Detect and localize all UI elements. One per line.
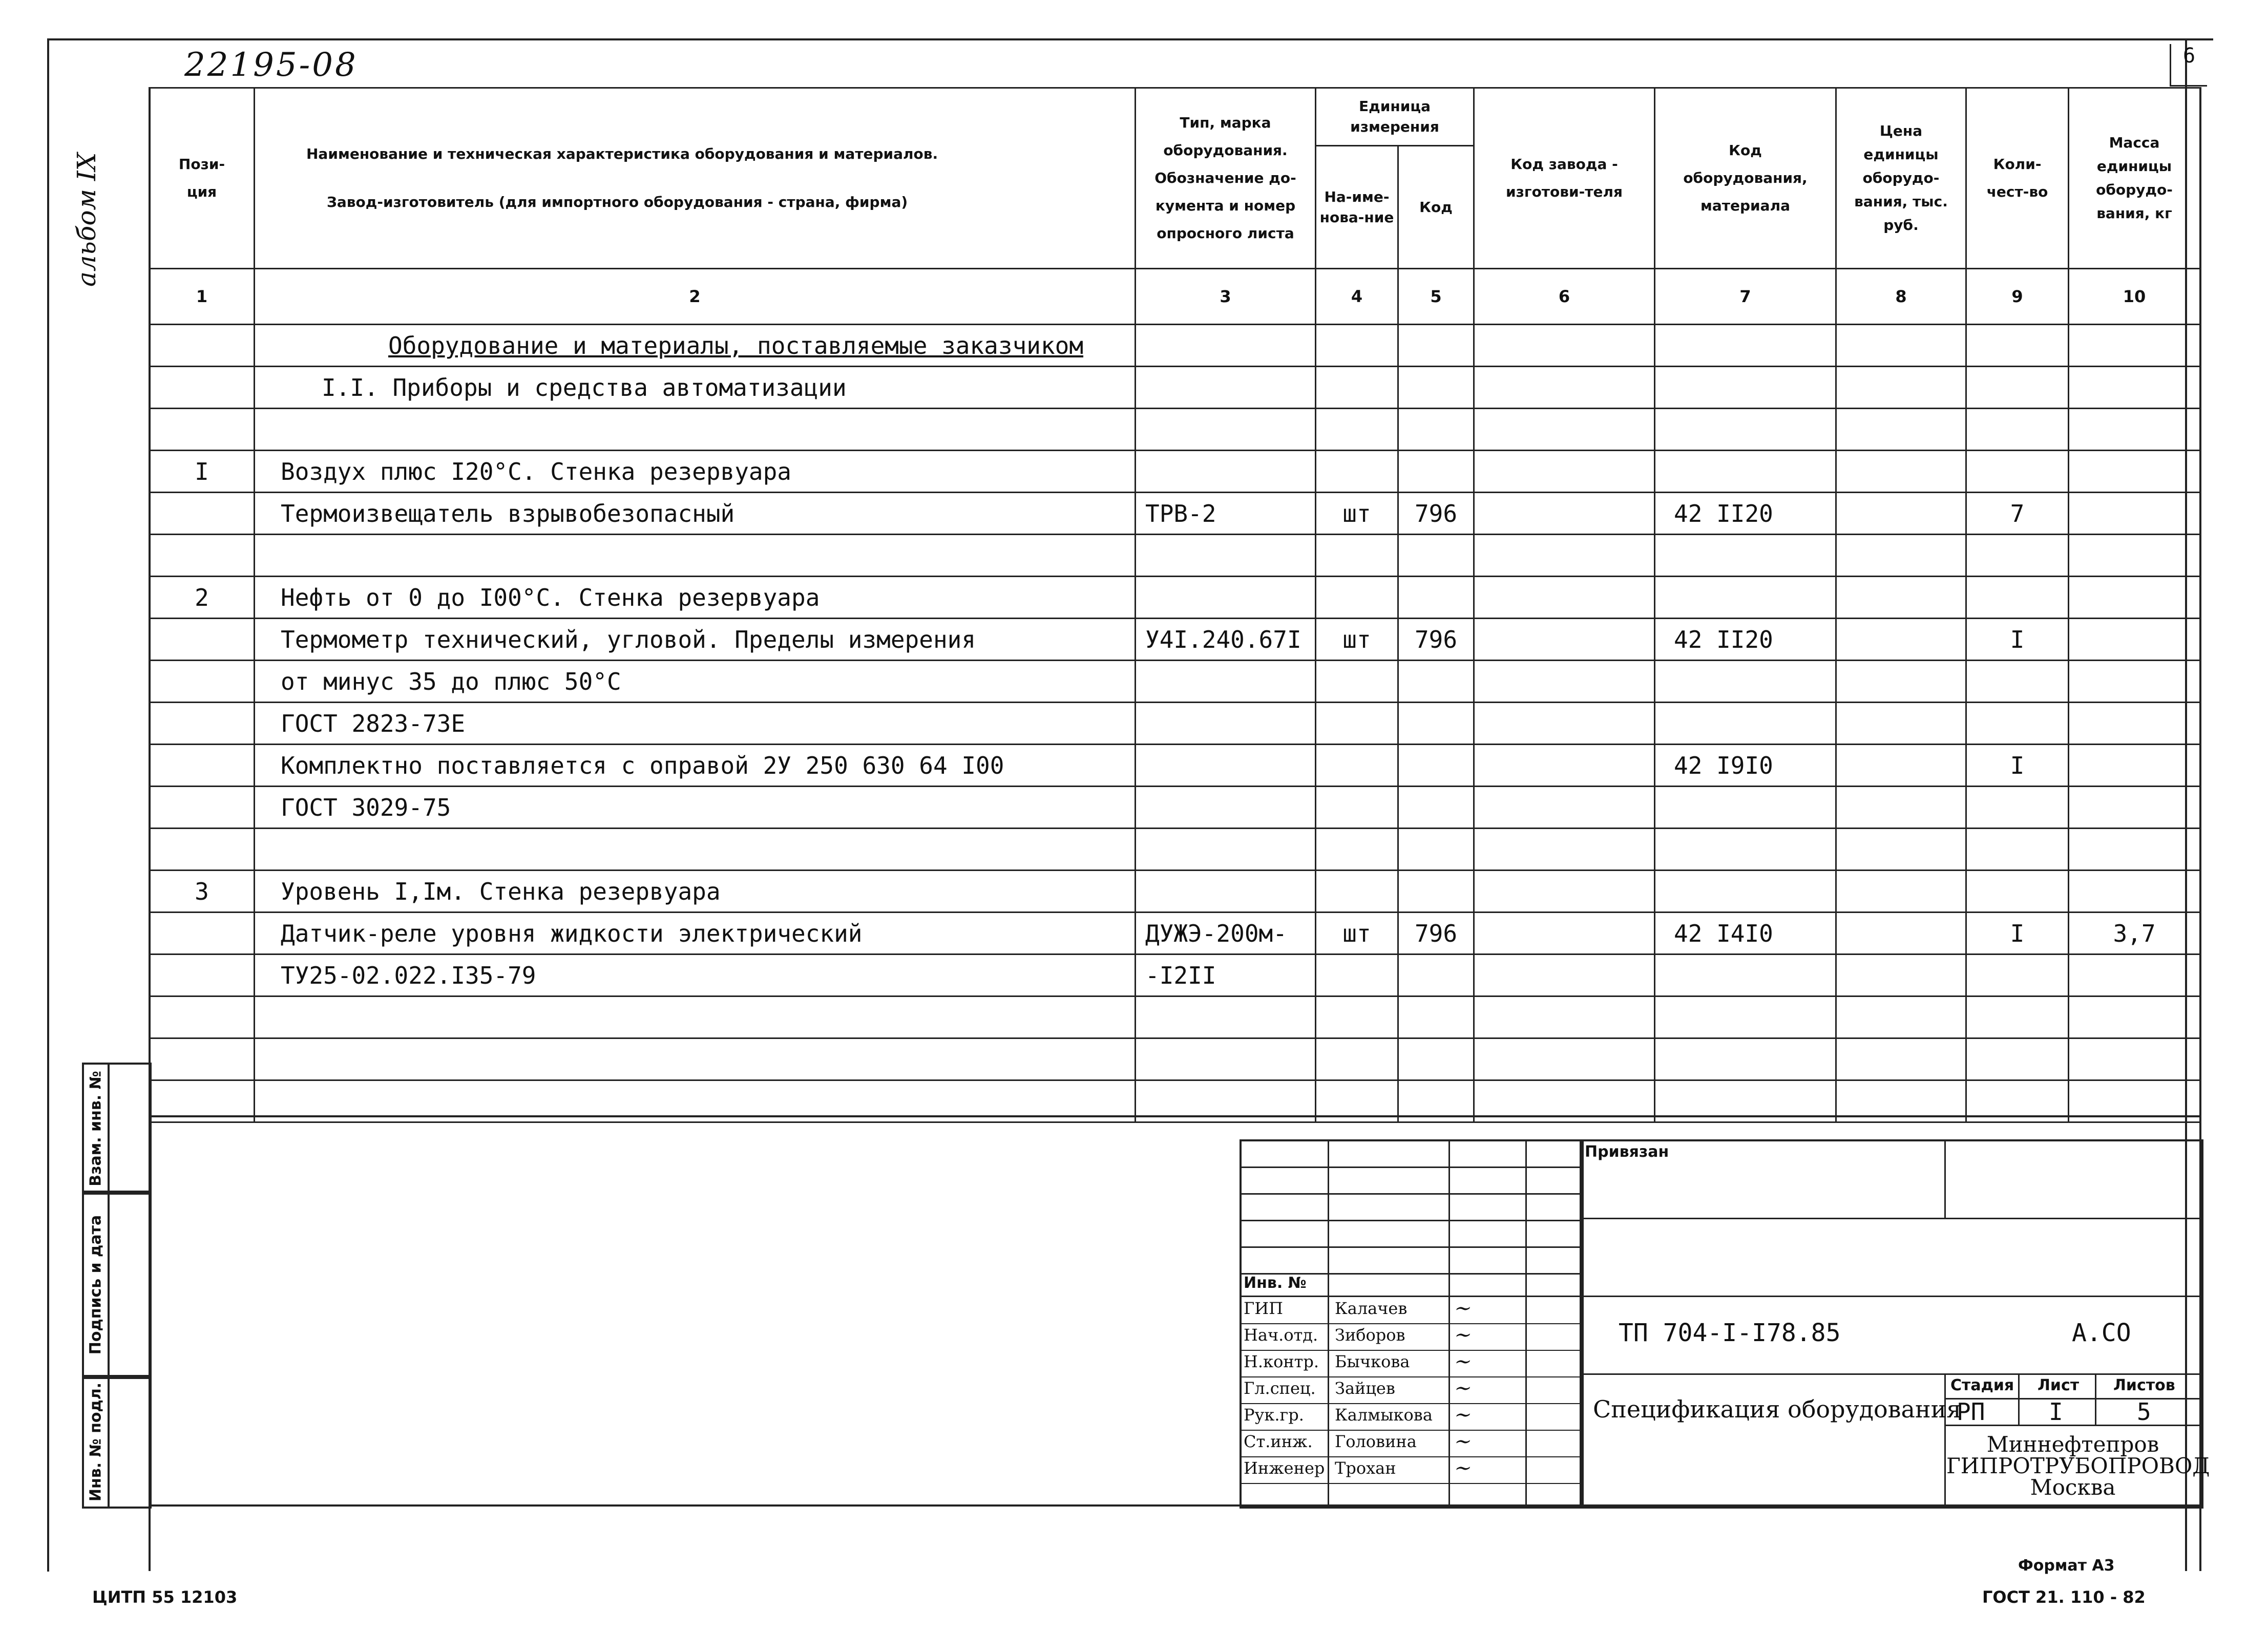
row-price	[1836, 745, 1966, 787]
table-row	[150, 661, 2200, 703]
table-row	[150, 955, 2200, 996]
row-price	[1836, 619, 1966, 661]
row-plant-code	[1474, 493, 1655, 535]
header-quantity: Коли-чест-во	[1966, 88, 2069, 269]
row-position	[150, 996, 255, 1038]
table-row	[150, 703, 2200, 745]
signature-mark: ~	[1451, 1376, 1475, 1400]
table-row	[150, 493, 2200, 535]
row-price	[1836, 955, 1966, 996]
row-plant-code	[1474, 913, 1655, 955]
row-name: от минус 35 до плюс 50°С	[255, 661, 1136, 703]
gost-label: ГОСТ 21. 110 - 82	[1982, 1587, 2146, 1607]
row-quantity	[1966, 955, 2069, 996]
row-mass	[2069, 451, 2200, 493]
document-mark: А.СО	[2072, 1319, 2131, 1347]
inv-number-label: Инв. №	[1244, 1274, 1307, 1292]
row-unit-code	[1398, 996, 1474, 1038]
row-type	[1136, 661, 1316, 703]
row-mass	[2069, 829, 2200, 871]
row-quantity	[1966, 451, 2069, 493]
org-institute: ГИПРОТРУБОПРОВОД	[1946, 1453, 2210, 1478]
row-unit	[1316, 409, 1398, 451]
org-city: Москва	[2030, 1475, 2116, 1500]
table-row	[150, 325, 2200, 367]
row-type: ДУЖЭ-200м-	[1136, 913, 1316, 955]
row-position	[150, 535, 255, 577]
row-unit: шт	[1316, 619, 1398, 661]
specification-table	[149, 87, 2201, 1123]
row-name: ГОСТ 2823-73Е	[255, 703, 1136, 745]
row-quantity	[1966, 703, 2069, 745]
row-unit-code	[1398, 409, 1474, 451]
row-mass	[2069, 409, 2200, 451]
row-equipment-code: 42 II20	[1655, 619, 1836, 661]
row-unit-code	[1398, 829, 1474, 871]
stage-value: РП	[1957, 1398, 1985, 1426]
row-quantity	[1966, 325, 2069, 367]
row-unit	[1316, 745, 1398, 787]
organization	[1946, 1432, 2210, 1500]
header-position: Пози- ция	[150, 88, 255, 269]
row-name: Уровень I,Iм. Стенка резервуара	[255, 871, 1136, 913]
row-position	[150, 367, 255, 409]
row-type: -I2II	[1136, 955, 1316, 996]
header-equipment-code: Код оборудования, материала	[1655, 88, 1836, 269]
row-type	[1136, 451, 1316, 493]
col-number: 1	[150, 269, 255, 325]
row-price	[1836, 493, 1966, 535]
row-mass	[2069, 871, 2200, 913]
row-position: I	[150, 451, 255, 493]
row-position	[150, 913, 255, 955]
row-name: ГОСТ 3029-75	[255, 787, 1136, 829]
row-unit-code	[1398, 535, 1474, 577]
grid-line	[2095, 1373, 2096, 1425]
row-unit	[1316, 787, 1398, 829]
row-type	[1136, 325, 1316, 367]
row-unit-code: 796	[1398, 493, 1474, 535]
row-unit: шт	[1316, 493, 1398, 535]
row-equipment-code: 42 II20	[1655, 493, 1836, 535]
row-equipment-code	[1655, 787, 1836, 829]
row-unit	[1316, 996, 1398, 1038]
row-unit	[1316, 535, 1398, 577]
grid-line	[1240, 1456, 1580, 1457]
grid-line	[1240, 1296, 1580, 1297]
row-mass	[2069, 1038, 2200, 1080]
table-row	[150, 1038, 2200, 1080]
row-mass	[2069, 577, 2200, 619]
signer-name: Головина	[1335, 1432, 1417, 1451]
side-label: Взам. инв. №	[87, 1071, 105, 1186]
row-plant-code	[1474, 955, 1655, 996]
row-name	[255, 996, 1136, 1038]
row-unit	[1316, 829, 1398, 871]
row-unit-code	[1398, 955, 1474, 996]
row-position	[150, 787, 255, 829]
row-equipment-code	[1655, 577, 1836, 619]
table-row	[150, 367, 2200, 409]
row-quantity	[1966, 409, 2069, 451]
row-name: Нефть от 0 до I00°С. Стенка резервуара	[255, 577, 1136, 619]
row-quantity	[1966, 787, 2069, 829]
row-quantity: 7	[1966, 493, 2069, 535]
row-unit-code	[1398, 703, 1474, 745]
grid-line	[1944, 1139, 1946, 1218]
row-price	[1836, 787, 1966, 829]
grid-line	[1240, 1246, 1580, 1248]
header-type: Тип, марка оборудования. Обозначение до-кумента и номер опросного листа	[1136, 88, 1316, 269]
signer-name: Калачев	[1335, 1299, 1408, 1318]
row-mass	[2069, 535, 2200, 577]
signer-name: Зайцев	[1335, 1378, 1395, 1398]
row-mass: 3,7	[2069, 913, 2200, 955]
row-name: Термометр технический, угловой. Пределы измерения	[255, 619, 1136, 661]
grid-line	[1580, 1296, 2199, 1297]
footer-code: ЦИТП 55 12103	[92, 1587, 238, 1607]
row-plant-code	[1474, 409, 1655, 451]
row-equipment-code	[1655, 325, 1836, 367]
col-number: 3	[1136, 269, 1316, 325]
row-unit	[1316, 703, 1398, 745]
table-row	[150, 409, 2200, 451]
row-name: Комплектно поставляется с оправой 2У 250 630 64 I00	[255, 745, 1136, 787]
row-quantity	[1966, 577, 2069, 619]
grid-line	[1240, 1193, 1580, 1195]
col-number: 8	[1836, 269, 1966, 325]
row-price	[1836, 871, 1966, 913]
row-price	[1836, 1038, 1966, 1080]
row-type: У4I.240.67I	[1136, 619, 1316, 661]
row-position: 3	[150, 871, 255, 913]
row-price	[1836, 829, 1966, 871]
grid-line	[1240, 1167, 1580, 1168]
side-box-signature-date	[82, 1191, 152, 1379]
grid-line	[1580, 1373, 2199, 1375]
row-position	[150, 493, 255, 535]
row-type	[1136, 409, 1316, 451]
row-type	[1136, 829, 1316, 871]
row-unit-code	[1398, 745, 1474, 787]
row-equipment-code: 42 I9I0	[1655, 745, 1836, 787]
row-plant-code	[1474, 703, 1655, 745]
signature-mark: ~	[1451, 1323, 1475, 1347]
col-number: 5	[1398, 269, 1474, 325]
row-plant-code	[1474, 619, 1655, 661]
row-plant-code	[1474, 829, 1655, 871]
corner-sheet-number: 6	[2170, 44, 2207, 87]
row-unit	[1316, 955, 1398, 996]
row-position	[150, 619, 255, 661]
table-row	[150, 745, 2200, 787]
signer-role: Инженер	[1244, 1458, 1325, 1478]
grid-line	[1240, 1376, 1580, 1377]
row-unit-code	[1398, 661, 1474, 703]
signer-name: Зиборов	[1335, 1325, 1405, 1345]
row-equipment-code	[1655, 661, 1836, 703]
row-quantity	[1966, 996, 2069, 1038]
signer-name: Калмыкова	[1335, 1405, 1433, 1425]
row-unit: шт	[1316, 913, 1398, 955]
row-quantity: I	[1966, 745, 2069, 787]
row-name	[255, 829, 1136, 871]
row-unit-code	[1398, 1038, 1474, 1080]
row-name: Термоизвещатель взрывобезопасный	[255, 493, 1136, 535]
stage-header: Стадия	[1950, 1376, 2014, 1394]
row-mass	[2069, 493, 2200, 535]
row-plant-code	[1474, 535, 1655, 577]
header-unit: Единица измерения	[1316, 88, 1474, 146]
row-plant-code	[1474, 325, 1655, 367]
signature-mark: ~	[1451, 1350, 1475, 1373]
row-unit	[1316, 367, 1398, 409]
row-mass	[2069, 325, 2200, 367]
grid-line	[1240, 1430, 1580, 1431]
row-price	[1836, 661, 1966, 703]
table-row	[150, 787, 2200, 829]
row-name: I.I. Приборы и средства автоматизации	[255, 367, 1136, 409]
row-plant-code	[1474, 367, 1655, 409]
row-price	[1836, 703, 1966, 745]
row-position	[150, 703, 255, 745]
header-mass: Масса единицы оборудо-вания, кг	[2069, 88, 2200, 269]
row-equipment-code	[1655, 996, 1836, 1038]
table-row	[150, 829, 2200, 871]
header-unit-name: На-име-нова-ние	[1316, 146, 1398, 269]
header-price: Цена единицы оборудо-вания, тыс. руб.	[1836, 88, 1966, 269]
row-equipment-code	[1655, 829, 1836, 871]
row-unit	[1316, 577, 1398, 619]
row-mass	[2069, 955, 2200, 996]
album-label: альбом IX	[72, 152, 101, 287]
row-unit-code: 796	[1398, 619, 1474, 661]
row-name	[255, 409, 1136, 451]
row-type	[1136, 787, 1316, 829]
table-row	[150, 871, 2200, 913]
row-equipment-code	[1655, 871, 1836, 913]
signature-mark: ~	[1451, 1403, 1475, 1427]
row-type	[1136, 871, 1316, 913]
row-name: Датчик-реле уровня жидкости электрический	[255, 913, 1136, 955]
grid-line	[1240, 1483, 1580, 1484]
row-quantity	[1966, 661, 2069, 703]
signer-role: Рук.гр.	[1244, 1405, 1304, 1425]
handwritten-doc-number: 22195-08	[184, 46, 358, 84]
row-plant-code	[1474, 661, 1655, 703]
row-mass	[2069, 619, 2200, 661]
signer-role: Нач.отд.	[1244, 1325, 1318, 1345]
row-unit-code	[1398, 367, 1474, 409]
row-quantity	[1966, 367, 2069, 409]
row-type	[1136, 535, 1316, 577]
row-price	[1836, 577, 1966, 619]
row-plant-code	[1474, 451, 1655, 493]
row-type	[1136, 367, 1316, 409]
row-plant-code	[1474, 745, 1655, 787]
row-name: Оборудование и материалы, поставляемые заказчиком	[255, 325, 1136, 367]
header-plant-code: Код завода - изготови-теля	[1474, 88, 1655, 269]
row-position	[150, 325, 255, 367]
row-quantity: I	[1966, 913, 2069, 955]
row-unit-code	[1398, 451, 1474, 493]
row-type: ТРВ-2	[1136, 493, 1316, 535]
row-equipment-code	[1655, 451, 1836, 493]
document-title: Спецификация оборудования	[1593, 1395, 1962, 1423]
row-mass	[2069, 661, 2200, 703]
row-position	[150, 661, 255, 703]
sheets-header: Листов	[2113, 1376, 2175, 1394]
grid-line	[1240, 1403, 1580, 1404]
row-position	[150, 745, 255, 787]
row-type	[1136, 996, 1316, 1038]
row-type	[1136, 577, 1316, 619]
sheet-value: I	[2049, 1398, 2063, 1426]
row-unit	[1316, 325, 1398, 367]
row-equipment-code	[1655, 1038, 1836, 1080]
row-type	[1136, 745, 1316, 787]
row-equipment-code	[1655, 367, 1836, 409]
signer-name: Бычкова	[1335, 1352, 1410, 1371]
row-price	[1836, 325, 1966, 367]
table-row	[150, 913, 2200, 955]
column-numbers-row	[150, 269, 2200, 325]
row-unit	[1316, 661, 1398, 703]
row-plant-code	[1474, 996, 1655, 1038]
signature-mark: ~	[1451, 1430, 1475, 1453]
table-row	[150, 535, 2200, 577]
row-quantity: I	[1966, 619, 2069, 661]
row-mass	[2069, 703, 2200, 745]
grid-line	[1240, 1220, 1580, 1221]
side-label: Инв. № подл.	[87, 1382, 105, 1501]
signer-role: Гл.спец.	[1244, 1378, 1316, 1398]
row-mass	[2069, 367, 2200, 409]
side-box-replaced-inv	[82, 1063, 152, 1195]
row-position	[150, 829, 255, 871]
row-unit-code	[1398, 787, 1474, 829]
row-equipment-code	[1655, 535, 1836, 577]
grid-line	[1240, 1350, 1580, 1351]
grid-line	[1944, 1373, 1946, 1504]
row-position	[150, 1038, 255, 1080]
col-number: 6	[1474, 269, 1655, 325]
col-number: 9	[1966, 269, 2069, 325]
col-number: 2	[255, 269, 1136, 325]
col-number: 7	[1655, 269, 1836, 325]
row-quantity	[1966, 1038, 2069, 1080]
row-position	[150, 955, 255, 996]
side-box-original-inv	[82, 1375, 152, 1509]
header-unit-code: Код	[1398, 146, 1474, 269]
row-price	[1836, 451, 1966, 493]
grid-line	[2018, 1373, 2020, 1425]
side-label: Подпись и дата	[87, 1215, 105, 1355]
row-quantity	[1966, 535, 2069, 577]
signer-name: Трохан	[1335, 1458, 1396, 1478]
row-unit-code	[1398, 577, 1474, 619]
row-equipment-code	[1655, 409, 1836, 451]
org-ministry: Миннефтепров	[1986, 1432, 2159, 1457]
signature-mark: ~	[1451, 1297, 1475, 1320]
row-unit	[1316, 1038, 1398, 1080]
row-plant-code	[1474, 1038, 1655, 1080]
row-position	[150, 409, 255, 451]
signer-role: Ст.инж.	[1244, 1432, 1313, 1451]
row-price	[1836, 913, 1966, 955]
row-price	[1836, 367, 1966, 409]
table-row	[150, 996, 2200, 1038]
grid-line	[1580, 1218, 2199, 1219]
signer-role: Н.контр.	[1244, 1352, 1319, 1371]
document-code: ТП 704-I-I78.85	[1619, 1319, 1841, 1347]
row-mass	[2069, 745, 2200, 787]
row-quantity	[1966, 871, 2069, 913]
sheets-value: 5	[2137, 1398, 2151, 1426]
table-row	[150, 619, 2200, 661]
col-number: 4	[1316, 269, 1398, 325]
format-label: Формат А3	[2018, 1557, 2115, 1575]
row-unit-code	[1398, 325, 1474, 367]
row-unit	[1316, 451, 1398, 493]
row-unit	[1316, 871, 1398, 913]
table-row	[150, 451, 2200, 493]
table-row	[150, 577, 2200, 619]
row-unit-code	[1398, 871, 1474, 913]
row-equipment-code: 42 I4I0	[1655, 913, 1836, 955]
row-type	[1136, 1038, 1316, 1080]
row-equipment-code	[1655, 955, 1836, 996]
table-bottom-line	[149, 1115, 2199, 1117]
row-equipment-code	[1655, 703, 1836, 745]
signer-role: ГИП	[1244, 1299, 1283, 1318]
row-position: 2	[150, 577, 255, 619]
sheet-header: Лист	[2038, 1376, 2080, 1394]
row-quantity	[1966, 829, 2069, 871]
row-price	[1836, 409, 1966, 451]
linked-label: Привязан	[1585, 1143, 1669, 1161]
row-type	[1136, 703, 1316, 745]
row-plant-code	[1474, 787, 1655, 829]
row-plant-code	[1474, 577, 1655, 619]
row-name	[255, 535, 1136, 577]
col-number: 10	[2069, 269, 2200, 325]
row-name: Воздух плюс I20°С. Стенка резервуара	[255, 451, 1136, 493]
row-mass	[2069, 996, 2200, 1038]
row-mass	[2069, 787, 2200, 829]
row-unit-code: 796	[1398, 913, 1474, 955]
row-name	[255, 1038, 1136, 1080]
signature-mark: ~	[1451, 1456, 1475, 1480]
row-price	[1836, 535, 1966, 577]
row-name: ТУ25-02.022.I35-79	[255, 955, 1136, 996]
header-name: Наименование и техническая характеристика оборудования и материалов. Завод-изготовитель (для импортного оборудования - страна, фирма)	[255, 88, 1136, 269]
grid-line	[1240, 1323, 1580, 1324]
row-plant-code	[1474, 871, 1655, 913]
row-price	[1836, 996, 1966, 1038]
